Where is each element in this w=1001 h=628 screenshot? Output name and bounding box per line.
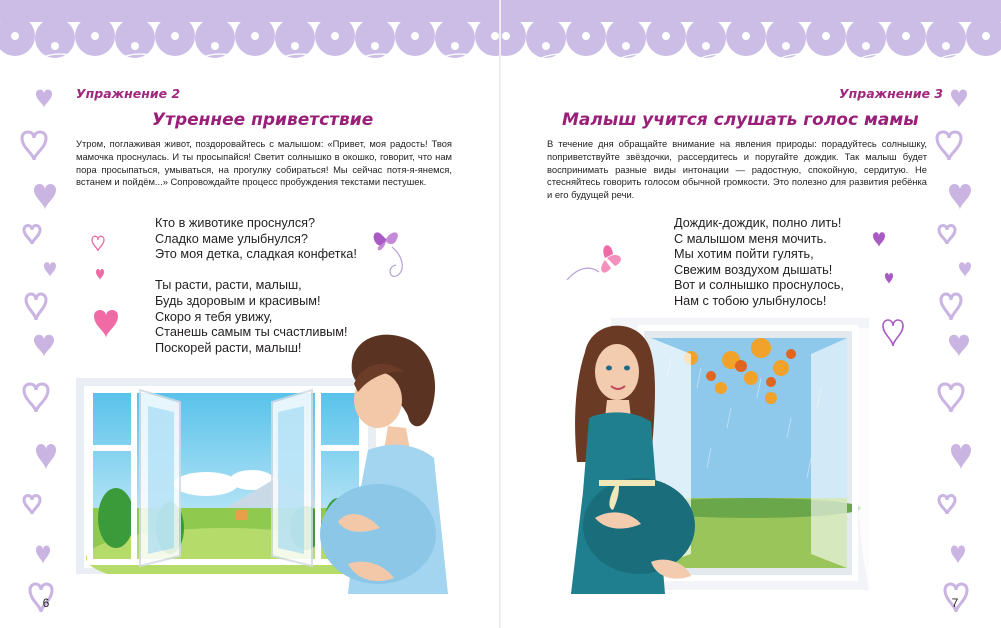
intro-paragraph: В течение дня обращайте внимание на явления природы: порадуйтесь солнышку, поприветствуйте звёздочки, рассердитесь и поругайте дождик. Так малыш будет воспринимать разные виды интонации — радостную, спокойную, сердитую. Не стесняйтесь говорить голосом обычной громкости. Это полезно для развития ребёнка и его будущей речи. — [547, 138, 927, 201]
exercise-title: Утреннее приветствие — [152, 110, 374, 130]
butterfly-icon — [565, 240, 635, 286]
heart-icon — [929, 80, 989, 628]
heart-icon — [88, 230, 138, 345]
lace-border — [0, 0, 500, 80]
heart-icon — [869, 226, 919, 356]
poem-line: Вот и солнышко проснулось, — [674, 278, 844, 293]
poem-line: Сладко маме улыбнулся? — [155, 231, 308, 246]
butterfly-icon — [368, 225, 416, 283]
page-number: 7 — [951, 596, 959, 610]
poem-line: Дождик-дождик, полно лить! — [674, 216, 842, 230]
right-page — [501, 0, 1001, 628]
poem-line: С малышом меня мочить. — [674, 231, 827, 246]
exercise-label: Упражнение 2 — [76, 86, 181, 101]
exercise-label: Упражнение 3 — [839, 86, 944, 101]
heart-icon — [14, 80, 74, 628]
pregnant-woman-illustration — [318, 332, 458, 594]
poem-line: Это моя детка, сладкая конфетка! — [155, 247, 357, 262]
poem-line: Нам с тобою улыбнулось! — [674, 293, 827, 308]
exercise-title: Малыш учится слушать голос мамы — [562, 110, 919, 130]
poem-line: Свежим воздухом дышать! — [674, 262, 833, 277]
poem-line: Мы хотим пойти гулять, — [674, 247, 814, 262]
poem-line: Скоро я тебя увижу, — [155, 309, 273, 324]
left-page — [0, 0, 500, 628]
pregnant-woman-illustration — [555, 322, 715, 594]
intro-paragraph: Утром, поглаживая живот, поздоровайтесь с малышом: «Привет, моя радость! Твоя мамочка проснулась. И ты просыпайся! Светит солнышко в окошко, говорит, что нам пора просыпаться, умываться, на прогулку собираться! Мы сейчас потя-я-янемся, встанем и пойдём...» Сопровождайте процесс пробуждения текстами пестушек. — [76, 138, 452, 188]
poem-line: Поскорей расти, малыш! — [155, 340, 302, 355]
poem — [674, 216, 844, 310]
poem-line: Станешь самым ты счастливым! — [155, 325, 348, 340]
poem-line: Кто в животике проснулся? — [155, 216, 316, 230]
poem-line: Будь здоровым и красивым! — [155, 293, 321, 308]
poem-line: Ты расти, расти, малыш, — [155, 278, 302, 293]
page-number: 6 — [42, 596, 50, 610]
lace-border — [501, 0, 1001, 80]
